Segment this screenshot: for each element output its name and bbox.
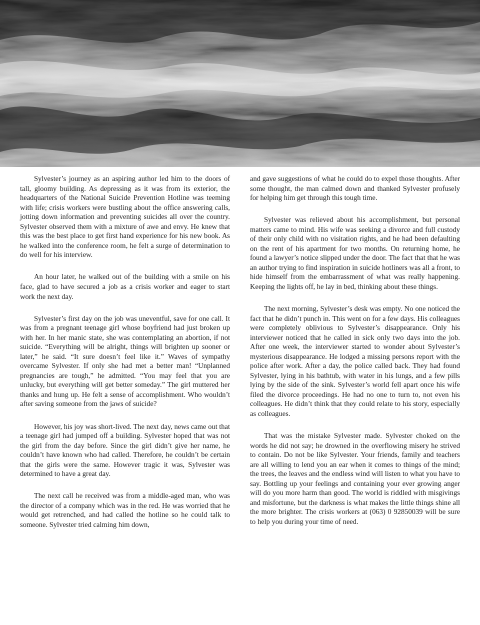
article-column-left (20, 175, 230, 543)
article-column-right (250, 175, 460, 540)
article-paragraph: An hour later, he walked out of the building with a smile on his face, glad to have secured a job as a crisis worker and eager to start work the next day. (20, 273, 230, 301)
article-paragraph: That was the mistake Sylvester made. Sylvester choked on the words he did not say; he drowned in the overflowing misery he strived to contain. Do not be like Sylvester. Your friends, family and teachers are all willing to lend you an ear when it comes to things of the mind; the trees, the leaves and the endless wind will listen to what you have to say. Bottling up your feelings and containing your ever growing anger will do you more harm than good. The world is riddled with misgivings and misfortune, but the darkness is what makes the little things shine all the more brighter. The crisis workers at (063) 0 92850039 will be sure to help you during your time of need. (250, 432, 460, 526)
article-paragraph: Sylvester was relieved about his accomplishment, but personal matters came to mind. His wife was seeking a divorce and full custody of their only child with no visitation rights, and he had been defaulting on the rent of his apartment for two months. On returning home, he found a lawyer’s notice slipped under the door. The fact that that he was an author trying to find inspiration in suicide hotliners was all a front, to hide himself from the embarrassment of what was really happening. Keeping the lights off, he lay in bed, thinking about these things. (250, 216, 460, 291)
article-paragraph: Sylvester’s journey as an aspiring author led him to the doors of tall, gloomy building. As depressing as it was from its exterior, the headquarters of the National Suicide Prevention Hotline was teeming with life; crisis workers were bustling about the office answering calls, jotting down information and preventing suicides all over the country. Sylvester observed them with a mixture of awe and envy. He knew that this was the best place to get first hand experience for his new book. As he walked into the conference room, he felt a surge of determination to do well for his interview. (20, 175, 230, 260)
abstract-texture-image (0, 0, 480, 167)
hero-image (0, 0, 480, 167)
article-paragraph: However, his joy was short-lived. The next day, news came out that a teenage girl had jumped off a building. Sylvester hoped that was not the girl from the day before. Since the girl didn’t give her name, he couldn’t have known who had called. Therefore, he couldn’t be certain that the girls were the same. However tragic it was, Sylvester was determined to have a great day. (20, 422, 231, 479)
article-paragraph: The next call he received was from a middle-aged man, who was the director of a company which was in the red. He was worried that he would get retrenched, and had called the hotline so he could talk to someone. Sylvester tried calming him down, (20, 492, 230, 529)
article-paragraph: and gave suggestions of what he could do to expel those thoughts. After some thought, the man calmed down and thanked Sylvester profusely for helping him get through this tough time. (250, 175, 460, 203)
article-paragraph: The next morning, Sylvester’s desk was empty. No one noticed the fact that he didn’t punch in. This went on for a few days. His colleagues were completely oblivious to Sylvester’s disappearance. Only his interviewer noticed that he called in sick only two days into the job. After one week, the interviewer started to wonder about Sylvester’s mysterious disappearance. He lodged a missing persons report with the police after work. After a day, the police called back. They had found Sylvester, lying in his bathtub, with water in his lungs, and a few pills lying by the side of the sink. Sylvester’s world fell apart once his wife filed the divorce proceedings. He had no one to turn to, not even his colleagues. He didn’t think that they could relate to his story, especially as colleagues. (250, 305, 460, 419)
article-paragraph: Sylvester’s first day on the job was uneventful, save for one call. It was from a pregnant teenage girl whose boyfriend had just broken up with her. In her manic state, she was contemplating an abortion, if not suicide. “Everything will be alright, things will brighten up sooner or later,” he said. “It sure doesn’t feel like it.” Waves of sympathy overcame Sylvester. If only she had met a better man! “Unplanned pregnancies are tough,” he admitted. “You may feel that you are unlucky, but everything will get better someday.” The girl muttered her thanks and hung up. He felt a sense of accomplishment. Who wouldn’t after saving someone from the jaws of suicide? (20, 314, 230, 409)
